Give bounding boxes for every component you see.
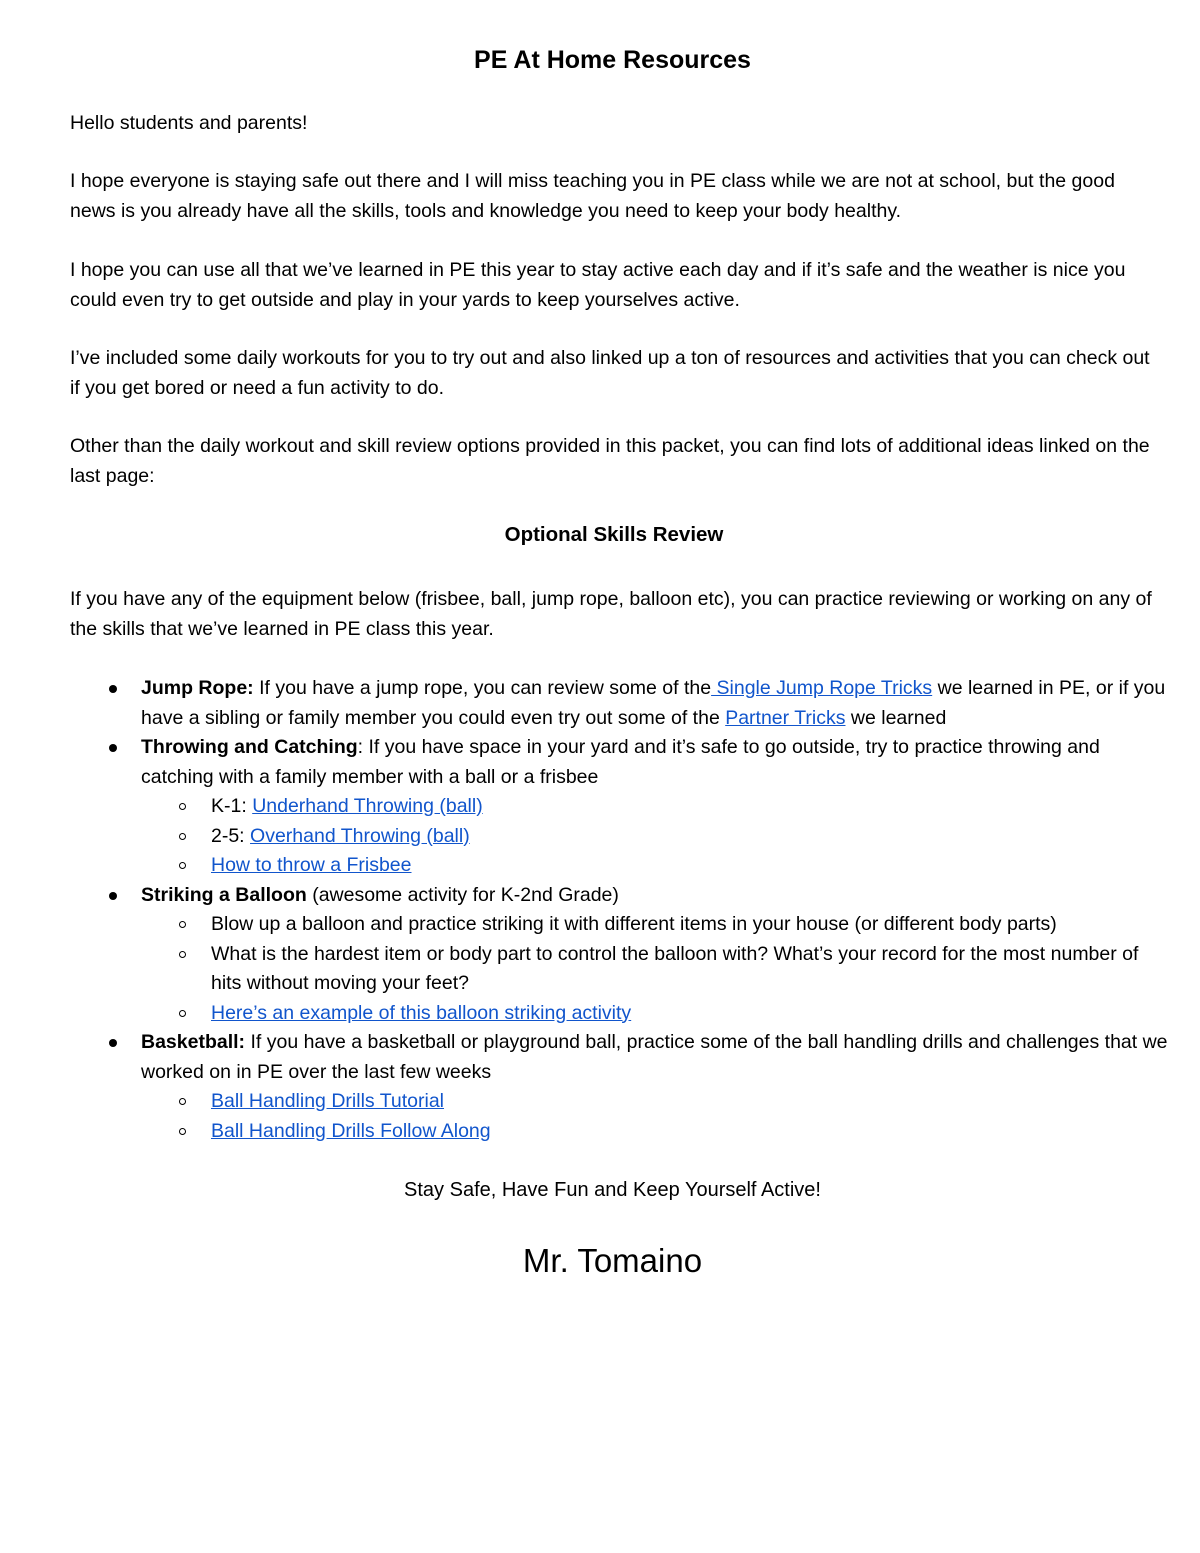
greeting: Hello students and parents! (70, 112, 308, 134)
list-item-basketball (70, 1028, 1170, 1146)
page-title: PE At Home Resources (474, 46, 751, 74)
jump-rope-text-2: we learned in PE, or if you have a sibling or family member you could even try out some of the (141, 677, 1166, 729)
grade-prefix-2-5: 2-5: (211, 824, 251, 847)
balloon-example-link[interactable]: Here’s an example of this balloon striking activity (211, 1001, 632, 1024)
underhand-throwing-link[interactable]: Underhand Throwing (ball) (252, 795, 483, 817)
sublist-item-underhand (141, 792, 1170, 822)
list-item-throwing (70, 733, 1170, 881)
ball-handling-tutorial-link[interactable]: Ball Handling Drills Tutorial (211, 1090, 445, 1112)
signature: Mr. Tomaino (522, 1242, 703, 1279)
sublist-item-drills-tutorial (141, 1087, 1170, 1117)
balloon-label: Striking a Balloon (141, 883, 307, 906)
sublist-item-balloon-1: Blow up a balloon and practice striking it with different items in your house (or different body parts) (141, 910, 1170, 940)
single-jump-rope-tricks-link[interactable]: Single Jump Rope Tricks (711, 677, 933, 699)
paragraph-2: I hope you can use all that we’ve learned in PE this year to stay active each day and if it’s safe and the weather is nice you could even try to get outside and play in your yards to keep yourselves active. (70, 259, 1126, 311)
jump-rope-text: If you have a jump rope, you can review some of the (253, 677, 712, 699)
list-item-jump-rope (70, 674, 1170, 733)
section-heading: Optional Skills Review (504, 523, 724, 546)
overhand-throwing-link[interactable]: Overhand Throwing (ball) (250, 824, 470, 847)
closing-line: Stay Safe, Have Fun and Keep Yourself Active! (404, 1179, 821, 1201)
grade-prefix-k1: K-1: (211, 795, 253, 817)
basketball-sublist (141, 1087, 1170, 1146)
sublist-item-drills-follow-along (141, 1117, 1170, 1147)
sublist-item-balloon-2: What is the hardest item or body part to control the balloon with? What’s your record for the most number of hits without moving your feet? (141, 940, 1170, 999)
jump-rope-text-3: we learned (845, 706, 947, 729)
basketball-text: If you have a basketball or playground ball, practice some of the ball handling drills and challenges that we worked on in PE over the last few weeks (141, 1031, 1168, 1083)
throwing-sublist (141, 792, 1170, 881)
paragraph-1: I hope everyone is staying safe out there and I will miss teaching you in PE class while we are not at school, but the good news is you already have all the skills, tools and knowledge you need to keep your body healthy. (70, 170, 1115, 222)
balloon-text: (awesome activity for K-2nd Grade) (306, 883, 619, 906)
skills-list (70, 674, 1170, 1146)
paragraph-4: Other than the daily workout and skill review options provided in this packet, you can find lots of additional ideas linked on the last page: (70, 435, 1150, 487)
list-item-balloon (70, 881, 1170, 1029)
paragraph-3: I’ve included some daily workouts for you to try out and also linked up a ton of resources and activities that you can check out if you get bored or need a fun activity to do. (70, 347, 1150, 399)
sublist-item-balloon-3 (141, 999, 1170, 1029)
throwing-label: Throwing and Catching (141, 736, 358, 758)
jump-rope-label: Jump Rope: (141, 677, 254, 699)
sublist-item-frisbee (141, 851, 1170, 881)
throwing-text: : If you have space in your yard and it’s safe to go outside, try to practice throwing and catching with a family member with a ball or a frisbee (141, 736, 1100, 788)
ball-handling-follow-along-link[interactable]: Ball Handling Drills Follow Along (211, 1119, 491, 1142)
basketball-label: Basketball: (141, 1031, 246, 1053)
section-intro: If you have any of the equipment below (frisbee, ball, jump rope, balloon etc), you can practice reviewing or working on any of the skills that we’ve learned in PE class this year. (70, 588, 1152, 640)
throw-frisbee-link[interactable]: How to throw a Frisbee (211, 854, 412, 876)
balloon-sublist (141, 910, 1170, 1028)
sublist-item-overhand (141, 822, 1170, 852)
partner-tricks-link[interactable]: Partner Tricks (725, 706, 846, 729)
